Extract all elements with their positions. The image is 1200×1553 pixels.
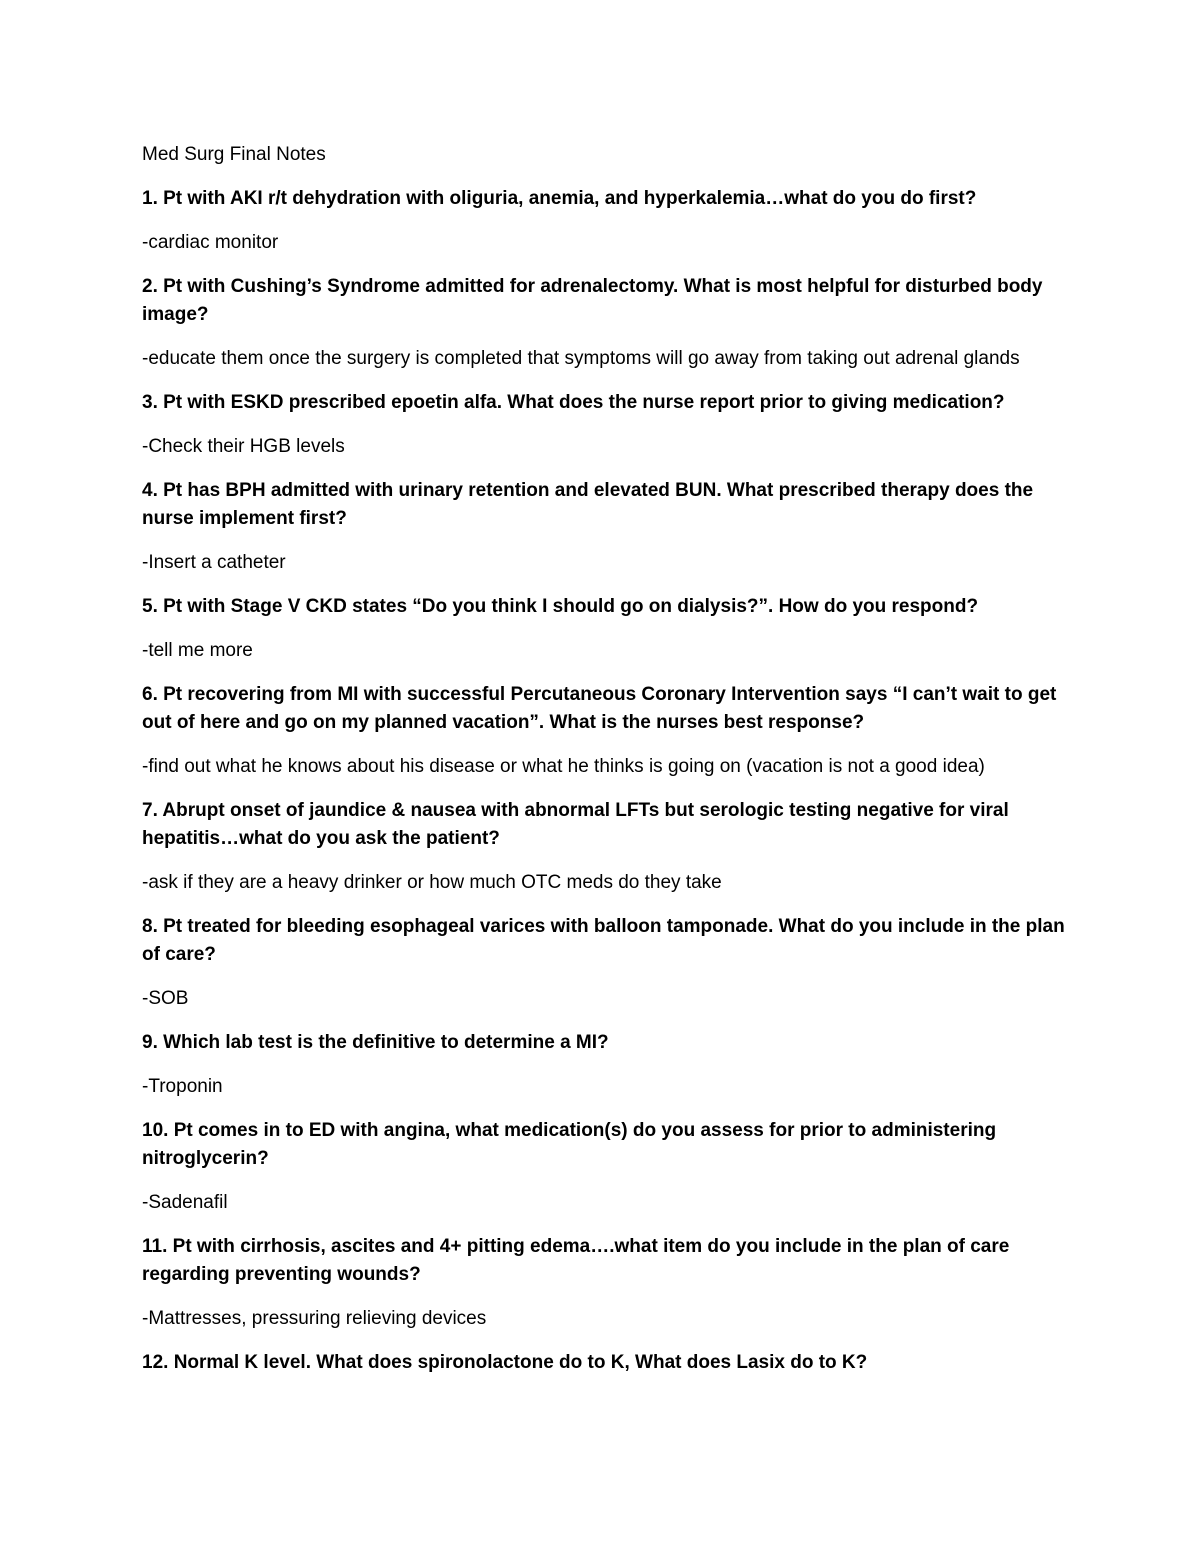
document-content — [142, 141, 1072, 1393]
answer-10: -Sadenafil — [142, 1192, 228, 1213]
question-1: 1. Pt with AKI r/t dehydration with oliguria, anemia, and hyperkalemia…what do you do first? — [142, 188, 977, 209]
question-4: 4. Pt has BPH admitted with urinary retention and elevated BUN. What prescribed therapy does the nurse implement first? — [142, 480, 1034, 529]
answer-5: -tell me more — [142, 640, 253, 661]
question-9: 9. Which lab test is the definitive to determine a MI? — [142, 1032, 609, 1053]
answer-8: -SOB — [142, 988, 189, 1009]
question-11: 11. Pt with cirrhosis, ascites and 4+ pitting edema….what item do you include in the plan of care regarding preventing wounds? — [142, 1236, 1010, 1285]
answer-7: -ask if they are a heavy drinker or how much OTC meds do they take — [142, 872, 722, 893]
answer-9: -Troponin — [142, 1076, 223, 1097]
question-2: 2. Pt with Cushing’s Syndrome admitted for adrenalectomy. What is most helpful for disturbed body image? — [142, 276, 1043, 325]
question-12: 12. Normal K level. What does spironolactone do to K, What does Lasix do to K? — [142, 1352, 868, 1373]
question-5: 5. Pt with Stage V CKD states “Do you think I should go on dialysis?”. How do you respond? — [142, 596, 979, 617]
question-8: 8. Pt treated for bleeding esophageal varices with balloon tamponade. What do you include in the plan of care? — [142, 916, 1065, 965]
question-7: 7. Abrupt onset of jaundice & nausea with abnormal LFTs but serologic testing negative for viral hepatitis…what do you ask the patient? — [142, 800, 1009, 849]
answer-6: -find out what he knows about his disease or what he thinks is going on (vacation is not a good idea) — [142, 756, 985, 777]
document-title: Med Surg Final Notes — [142, 144, 326, 165]
question-10: 10. Pt comes in to ED with angina, what medication(s) do you assess for prior to administering nitroglycerin? — [142, 1120, 997, 1169]
question-6: 6. Pt recovering from MI with successful Percutaneous Coronary Intervention says “I can’t wait to get out of here and go on my planned vacation”. What is the nurses best response? — [142, 684, 1057, 733]
question-3: 3. Pt with ESKD prescribed epoetin alfa. What does the nurse report prior to giving medication? — [142, 392, 1005, 413]
answer-1: -cardiac monitor — [142, 232, 279, 253]
answer-3: -Check their HGB levels — [142, 436, 345, 457]
answer-2: -educate them once the surgery is completed that symptoms will go away from taking out adrenal glands — [142, 348, 1020, 369]
answer-11: -Mattresses, pressuring relieving devices — [142, 1308, 487, 1329]
answer-4: -Insert a catheter — [142, 552, 286, 573]
